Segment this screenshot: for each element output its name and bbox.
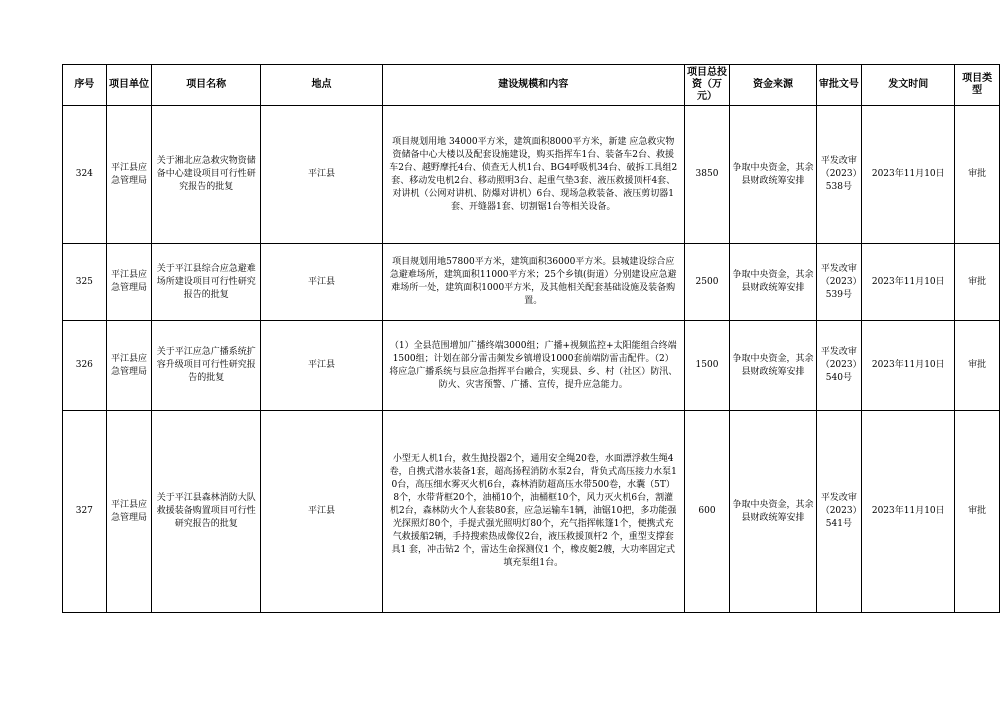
cell-unit: 平江县应急管理局: [106, 411, 152, 613]
cell-seq: 327: [63, 411, 107, 613]
cell-date: 2023年11月10日: [862, 106, 955, 244]
cell-date: 2023年11月10日: [862, 244, 955, 321]
cell-funding: 争取中央资金，其余县财政统筹安排: [730, 244, 816, 321]
header-investment: 项目总投资（万元）: [684, 65, 730, 106]
cell-funding: 争取中央资金，其余县财政统筹安排: [730, 411, 816, 613]
cell-name: 关于平江应急广播系统扩容升级项目可行性研究报告的批复: [152, 321, 261, 411]
cell-seq: 324: [63, 106, 107, 244]
cell-name: 关于平江县森林消防大队救援装备购置项目可行性研究报告的批复: [152, 411, 261, 613]
cell-investment: 3850: [684, 106, 730, 244]
cell-unit: 平江县应急管理局: [106, 106, 152, 244]
cell-funding: 争取中央资金，其余县财政统筹安排: [730, 321, 816, 411]
header-funding: 资金来源: [730, 65, 816, 106]
cell-seq: 325: [63, 244, 107, 321]
cell-investment: 600: [684, 411, 730, 613]
cell-content: 小型无人机1台，救生抛投器2个，通用安全绳20卷，水面漂浮救生绳4卷，自携式潜水装备1套，超高扬程消防水泵2台，背负式高压接力水泵10台，高压细水雾灭火机6台，森林消防超高压水带500卷，水囊（5T）8个，水带背框20个，油桶10个，油桶框10个，风力灭火机6台，割灌机2台，森林防火个人套装80套，应急运输车1辆，油锯10把，多功能强光探照灯80个，手提式强光照明灯80个，充气指挥帐篷1个，便携式充气救援船2辆，手持搜索热成像仪2台，液压救援顶杆2 个，重型支撑套具1 套，冲击钻2 个，雷达生命探测仪1 个，橡皮艇2艘，大功率固定式填充泵组1台。: [382, 411, 684, 613]
header-row: [63, 65, 1000, 106]
cell-name: 关于湘北应急救灾物资储备中心建设项目可行性研究报告的批复: [152, 106, 261, 244]
cell-content: （1）全县范围增加广播终端3000组；广播+视频监控+太阳能组合终端1500组；计划在部分雷击频发乡镇增设1000套前端防雷击配件。（2）将应急广播系统与县应急指挥平台融合，实现县、乡、村（社区）防汛、防火、灾害预警、广播、宣传，提升应急能力。: [382, 321, 684, 411]
table-row: [63, 106, 1000, 244]
cell-content: 项目规划用地57800平方米，建筑面积36000平方米。县城建设综合应急避难场所，建筑面积11000平方米；25个乡镇(街道）分别建设应急避难场所一处，建筑面积1000平方米，及其他相关配套基础设施及装备购置。: [382, 244, 684, 321]
cell-approval: 平发改审（2023）538号: [816, 106, 862, 244]
cell-investment: 2500: [684, 244, 730, 321]
header-location: 地点: [261, 65, 383, 106]
cell-location: 平江县: [261, 106, 383, 244]
cell-content: 项目规划用地 34000平方米，建筑面积8000平方米，新建 应急救灾物资储备中心大楼以及配套设施建设，购买指挥车1台、装备车2台、救援车2台、越野摩托4台、侦查无人机1台、BG4呼吸机34台、破拆工具组2套、移动发电机2台、移动照明3台、起重气垫3套、液压救援顶杆4套、对讲机（公网对讲机、防爆对讲机）6台、现场急救装备、液压剪切器1套、开缝器1套、切割锯1台等相关设备。: [382, 106, 684, 244]
cell-unit: 平江县应急管理局: [106, 244, 152, 321]
table-row: [63, 244, 1000, 321]
header-unit: 项目单位: [106, 65, 152, 106]
cell-approval: 平发改审（2023）540号: [816, 321, 862, 411]
header-name: 项目名称: [152, 65, 261, 106]
cell-type: 审批: [955, 411, 1000, 613]
cell-investment: 1500: [684, 321, 730, 411]
project-table: [62, 64, 1000, 613]
cell-type: 审批: [955, 106, 1000, 244]
header-content: 建设规模和内容: [382, 65, 684, 106]
header-type: 项目类型: [955, 65, 1000, 106]
cell-funding: 争取中央资金，其余县财政统筹安排: [730, 106, 816, 244]
table-row: [63, 411, 1000, 613]
cell-seq: 326: [63, 321, 107, 411]
cell-type: 审批: [955, 244, 1000, 321]
cell-location: 平江县: [261, 411, 383, 613]
cell-type: 审批: [955, 321, 1000, 411]
cell-unit: 平江县应急管理局: [106, 321, 152, 411]
cell-approval: 平发改审（2023）539号: [816, 244, 862, 321]
table-row: [63, 321, 1000, 411]
cell-date: 2023年11月10日: [862, 411, 955, 613]
cell-location: 平江县: [261, 244, 383, 321]
header-seq: 序号: [63, 65, 107, 106]
cell-approval: 平发改审（2023）541号: [816, 411, 862, 613]
cell-name: 关于平江县综合应急避难场所建设项目可行性研究报告的批复: [152, 244, 261, 321]
cell-location: 平江县: [261, 321, 383, 411]
cell-date: 2023年11月10日: [862, 321, 955, 411]
header-approval: 审批文号: [816, 65, 862, 106]
header-date: 发文时间: [862, 65, 955, 106]
